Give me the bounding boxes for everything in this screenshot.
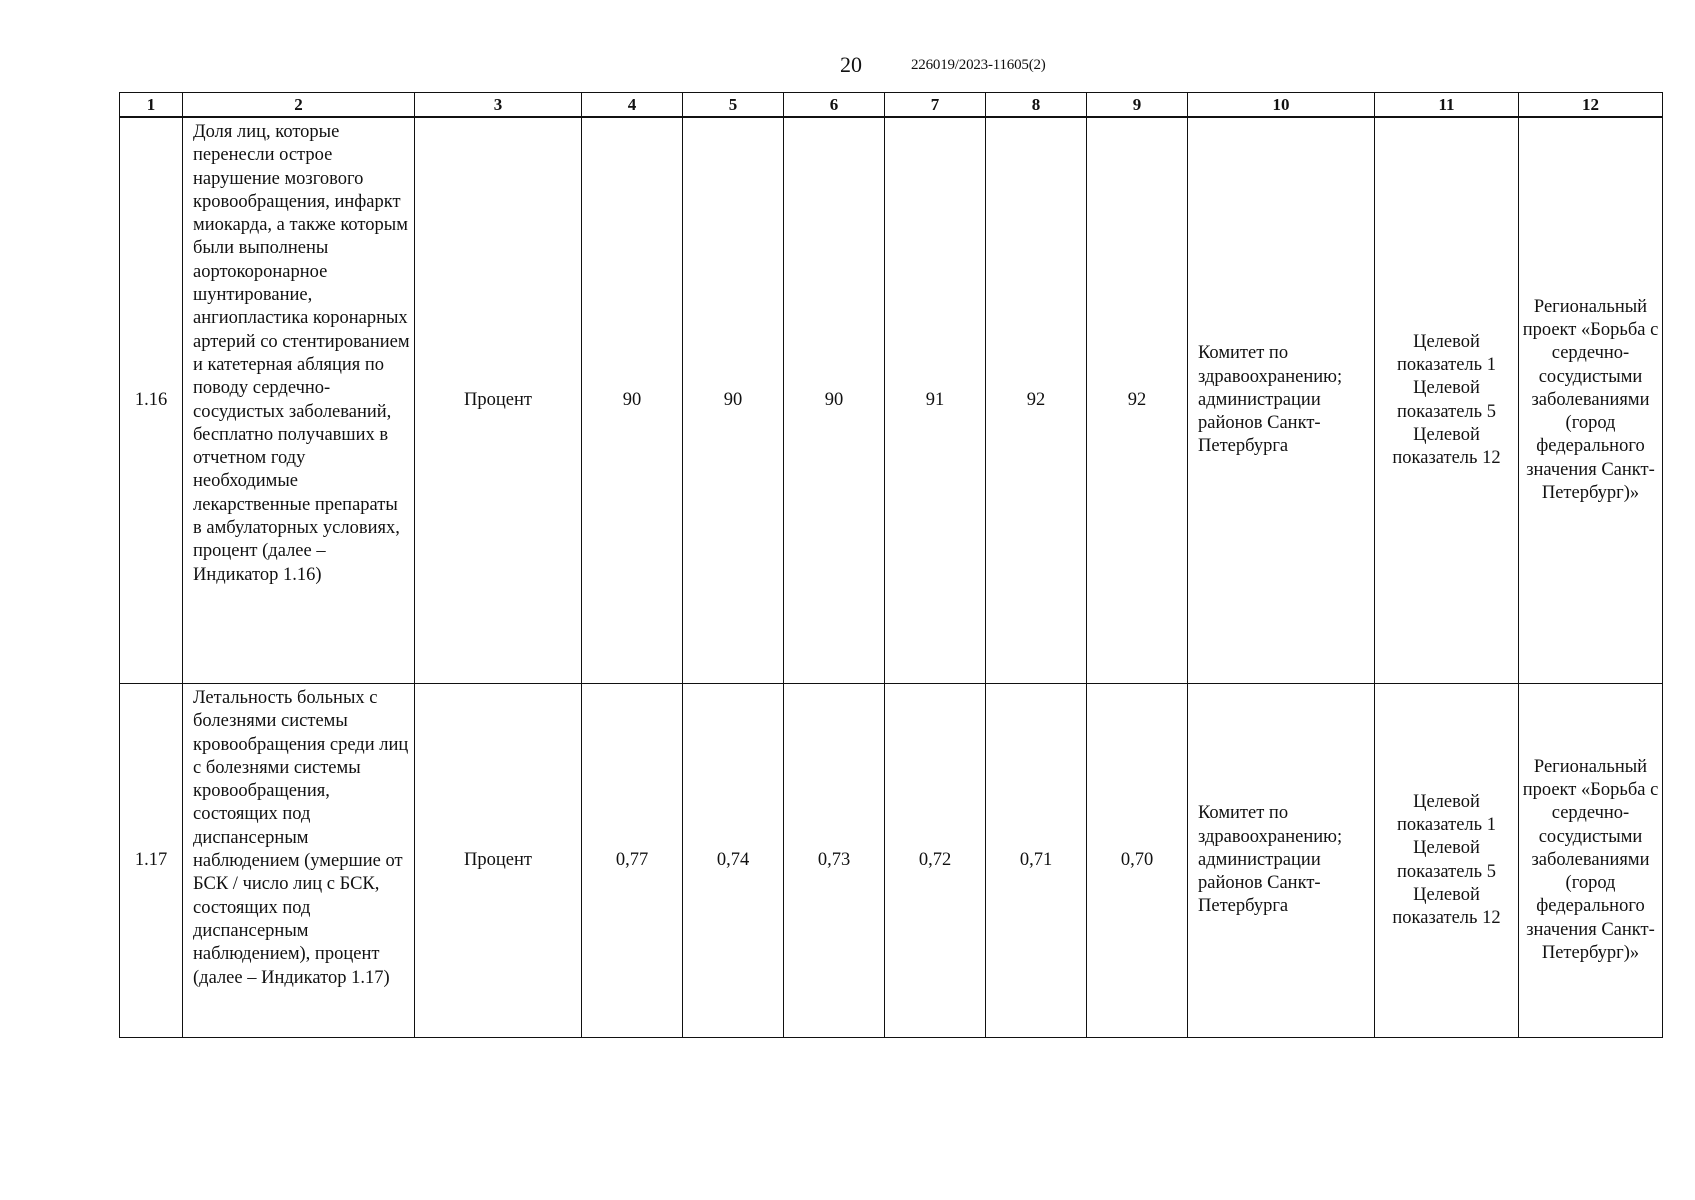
regional-project: Региональный проект «Борьба с сердечно-сосудистыми заболеваниями (город федерального значения Санкт-Петербург)» bbox=[1519, 684, 1663, 1038]
responsible-org: Комитет по здравоохранению; администрации районов Санкт-Петербурга bbox=[1188, 684, 1375, 1038]
value-col-7: 0,72 bbox=[885, 684, 986, 1038]
row-id: 1.17 bbox=[120, 684, 183, 1038]
value-col-4: 90 bbox=[582, 117, 683, 684]
column-header: 4 bbox=[582, 93, 683, 118]
regional-project: Региональный проект «Борьба с сердечно-сосудистыми заболеваниями (город федерального значения Санкт-Петербург)» bbox=[1519, 117, 1663, 684]
column-header: 10 bbox=[1188, 93, 1375, 118]
column-header: 3 bbox=[415, 93, 582, 118]
value-col-5: 90 bbox=[683, 117, 784, 684]
target-indicators: Целевой показатель 1 Целевой показатель 5 Целевой показатель 12 bbox=[1375, 117, 1519, 684]
column-header: 12 bbox=[1519, 93, 1663, 118]
indicators-table bbox=[119, 92, 1663, 1038]
row-id: 1.16 bbox=[120, 117, 183, 684]
value-col-9: 0,70 bbox=[1087, 684, 1188, 1038]
value-col-8: 92 bbox=[986, 117, 1087, 684]
value-col-6: 0,73 bbox=[784, 684, 885, 1038]
value-col-4: 0,77 bbox=[582, 684, 683, 1038]
column-header: 7 bbox=[885, 93, 986, 118]
indicator-name: Летальность больных с болезнями системы кровообращения среди лиц с болезнями системы кровообращения, состоящих под диспансерным наблюдением (умершие от БСК / число лиц с БСК, состоящих под диспансерным наблюдением), процент (далее – Индикатор 1.17) bbox=[183, 684, 415, 1038]
page-header bbox=[0, 52, 1695, 82]
table-row bbox=[120, 117, 1663, 684]
page-number: 20 bbox=[840, 52, 862, 77]
column-header: 11 bbox=[1375, 93, 1519, 118]
unit: Процент bbox=[415, 117, 582, 684]
indicator-name: Доля лиц, которые перенесли острое нарушение мозгового кровообращения, инфаркт миокарда, а также которым были выполнены аортокоронарное шунтирование, ангиопластика коронарных артерий со стентированием и катетерная абляция по поводу сердечно-сосудистых заболеваний, бесплатно получавших в отчетном году необходимые лекарственные препараты в амбулаторных условиях, процент (далее – Индикатор 1.16) bbox=[183, 117, 415, 684]
unit: Процент bbox=[415, 684, 582, 1038]
table-row bbox=[120, 684, 1663, 1038]
column-header: 2 bbox=[183, 93, 415, 118]
table-header-row bbox=[120, 93, 1663, 118]
column-header: 6 bbox=[784, 93, 885, 118]
value-col-6: 90 bbox=[784, 117, 885, 684]
column-header: 1 bbox=[120, 93, 183, 118]
column-header: 8 bbox=[986, 93, 1087, 118]
document-id: 226019/2023-11605(2) bbox=[911, 57, 1046, 73]
target-indicators: Целевой показатель 1 Целевой показатель 5 Целевой показатель 12 bbox=[1375, 684, 1519, 1038]
column-header: 5 bbox=[683, 93, 784, 118]
column-header: 9 bbox=[1087, 93, 1188, 118]
value-col-9: 92 bbox=[1087, 117, 1188, 684]
value-col-5: 0,74 bbox=[683, 684, 784, 1038]
responsible-org: Комитет по здравоохранению; администрации районов Санкт-Петербурга bbox=[1188, 117, 1375, 684]
value-col-7: 91 bbox=[885, 117, 986, 684]
value-col-8: 0,71 bbox=[986, 684, 1087, 1038]
